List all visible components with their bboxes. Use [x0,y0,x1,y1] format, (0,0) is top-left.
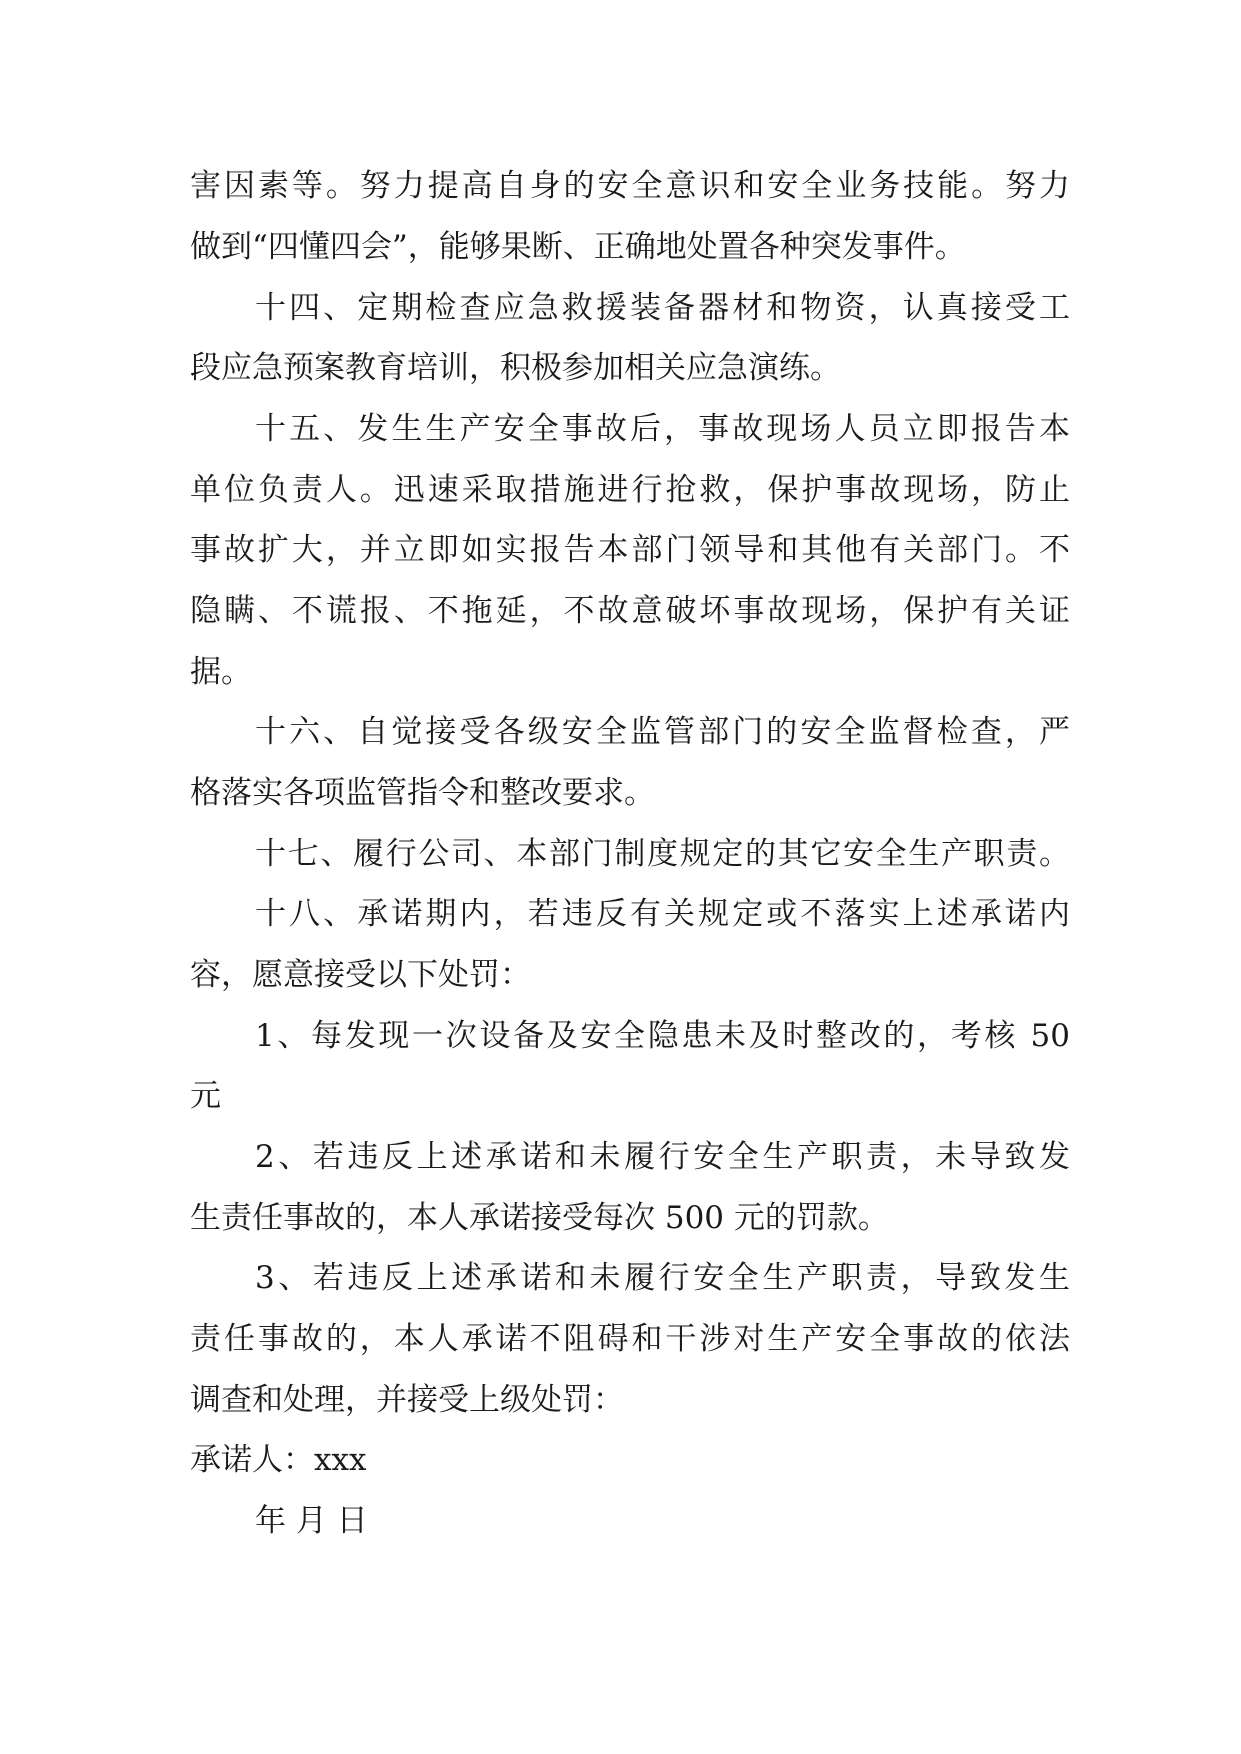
text-line: 3、若违反上述承诺和未履行安全生产职责，导致发生 [255,1260,1070,1296]
text-line: 调查和处理，并接受上级处罚： [190,1382,624,1418]
text-line: 容，愿意接受以下处罚： [190,957,531,993]
text-line: 单位负责人。迅速采取措施进行抢救，保护事故现场，防止 [190,472,1070,508]
text-line: 事故扩大，并立即如实报告本部门领导和其他有关部门。不 [190,532,1070,568]
text-line: 1、每发现一次设备及安全隐患未及时整改的，考核 50 [255,1018,1070,1054]
text-line: 段应急预案教育培训，积极参加相关应急演练。 [190,350,841,386]
text-line: 十五、发生生产安全事故后，事故现场人员立即报告本 [255,411,1070,447]
text-line: 据。 [190,654,252,690]
text-line: 隐瞒、不谎报、不拖延，不故意破坏事故现场，保护有关证 [190,593,1070,629]
text-line: 2、若违反上述承诺和未履行安全生产职责，未导致发 [255,1139,1070,1175]
signer-line: 承诺人：xxx [190,1442,367,1478]
text-line: 十八、承诺期内，若违反有关规定或不落实上述承诺内 [255,896,1070,932]
text-line: 十四、定期检查应急救援装备器材和物资，认真接受工 [255,290,1070,326]
text-line: 十七、履行公司、本部门制度规定的其它安全生产职责。 [255,836,1070,872]
text-line: 做到“四懂四会”，能够果断、正确地处置各种突发事件。 [190,229,966,265]
text-line: 责任事故的，本人承诺不阻碍和干涉对生产安全事故的依法 [190,1321,1070,1357]
text-line: 生责任事故的，本人承诺接受每次 500 元的罚款。 [190,1200,889,1236]
text-line: 格落实各项监管指令和整改要求。 [190,775,655,811]
text-line: 十六、自觉接受各级安全监管部门的安全监督检查，严 [255,714,1070,750]
text-line: 元 [190,1078,221,1114]
text-line: 害因素等。努力提高自身的安全意识和安全业务技能。努力 [190,168,1070,204]
date-line: 年 月 日 [255,1503,368,1539]
